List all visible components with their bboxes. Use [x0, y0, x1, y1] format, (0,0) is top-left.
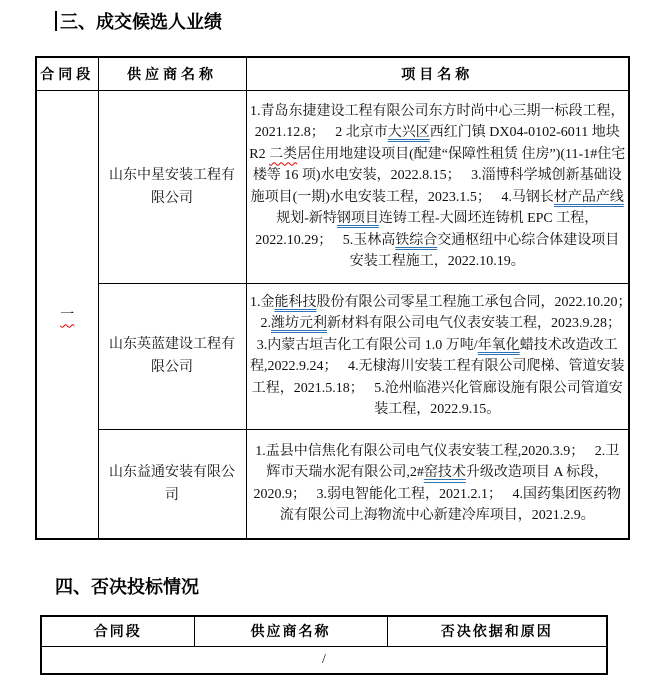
- header-project-name: 项目名称: [246, 57, 629, 90]
- performance-table: [35, 56, 642, 540]
- text-segment: 潍坊元利: [271, 316, 327, 331]
- section-4-title-text: 四、否决投标情况: [55, 577, 199, 597]
- text-segment: 连铸工程-大圆坯连铸机 EPC 工程，2022.10.29； 5.玉林高: [255, 211, 599, 248]
- supplier-name-cell: 山东中星安装工程有限公司: [98, 90, 246, 283]
- text-segment: 新材料有限公司电气仪表安装工程，2023.9.28； 3.内蒙古垣吉化工有限公司 1.0 万吨/: [256, 316, 632, 353]
- text-segment: 窑技术: [423, 465, 466, 481]
- text-segment: 升级改造项目 A 标段，2020.9； 3.弱电智能化工程，2021.2.1； 4.国药集团医药物流有限公司上海物流中心新建冷库项目，2021.2.9。: [253, 465, 621, 524]
- text-segment: 蜡技术改造改工程,2022.9.24； 4.无棣海川安装工程有限公司爬梯、管道安装工程，2021.5.18； 5.沧州临港兴化管廊设施有限公司管道安装工程，2022.9.15。: [250, 337, 625, 417]
- contract-section-label: 一: [60, 308, 75, 324]
- text-segment: 1.盂县中信焦化有限公司电气仪表安装工程,2020.3.9； 2.卫辉市天瑞水泥有限公司,2#: [255, 443, 620, 481]
- contract-section-cell: [36, 90, 98, 539]
- text-segment: 能科技: [274, 294, 317, 310]
- performance-table-header-row: [36, 57, 629, 90]
- text-segment: 交通枢纽中心综合体建设项目安装工程施工，2022.10.19。: [349, 232, 620, 269]
- table-row-supplier-1: [36, 90, 629, 283]
- text-segment: 钢项目: [336, 211, 379, 226]
- text-segment: 股份有限公司零星工程施工承包合同，2022.10.20； 2.: [260, 294, 642, 331]
- text-segment: 年氧化: [477, 337, 520, 353]
- header-supplier-name: 供应商名称: [194, 616, 387, 646]
- table-row-supplier-3: [36, 429, 629, 539]
- table-row-supplier-2: [36, 283, 629, 429]
- text-segment: 二类: [269, 146, 298, 162]
- rejection-table-header-row: [41, 616, 607, 646]
- text-segment: 居住用地建设项目(配建“保障性租赁 住房”)(11-1#住宅楼等 16 项)水电安装，2022.8.15； 3.淄博科学城创新基础设施项目(一期)水电安装工程，2023.1.5； 4.马钢长: [250, 146, 626, 205]
- rejection-table-data-row: [41, 646, 607, 674]
- section-3-title-text: 三、成交候选人业绩: [60, 12, 222, 32]
- text-segment: 铁综合: [395, 232, 438, 248]
- text-cursor: [55, 11, 57, 31]
- header-supplier-name: 供应商名称: [98, 57, 246, 90]
- projects-cell: [246, 283, 642, 429]
- supplier-name-cell: 山东益通安装有限公司: [98, 429, 246, 539]
- section-4-title: [55, 574, 663, 600]
- projects-cell: [246, 90, 629, 283]
- text-segment: 西红门镇 DX04-0102-6011 地块 R2: [249, 125, 624, 162]
- header-rejection-reason: 否决依据和原因: [387, 616, 607, 646]
- text-segment: 1.金: [250, 294, 275, 310]
- text-segment: 大兴区: [387, 125, 430, 140]
- text-segment: 1.青岛东捷建设工程有限公司东方时尚中心三期一标段工程，2021.12.8； 2 北京市: [250, 103, 625, 140]
- supplier-name-cell: 山东英蓝建设工程有限公司: [98, 283, 246, 429]
- text-segment: 规划-新特: [276, 211, 337, 226]
- header-contract-section: 合同段: [41, 616, 194, 646]
- text-segment: 材产品产线: [553, 189, 624, 205]
- section-3-title: [55, 0, 663, 35]
- rejection-table: [40, 615, 608, 675]
- projects-cell: [246, 429, 629, 539]
- header-contract-section: 合同段: [36, 57, 98, 90]
- rejected-bid-cell: /: [41, 646, 607, 674]
